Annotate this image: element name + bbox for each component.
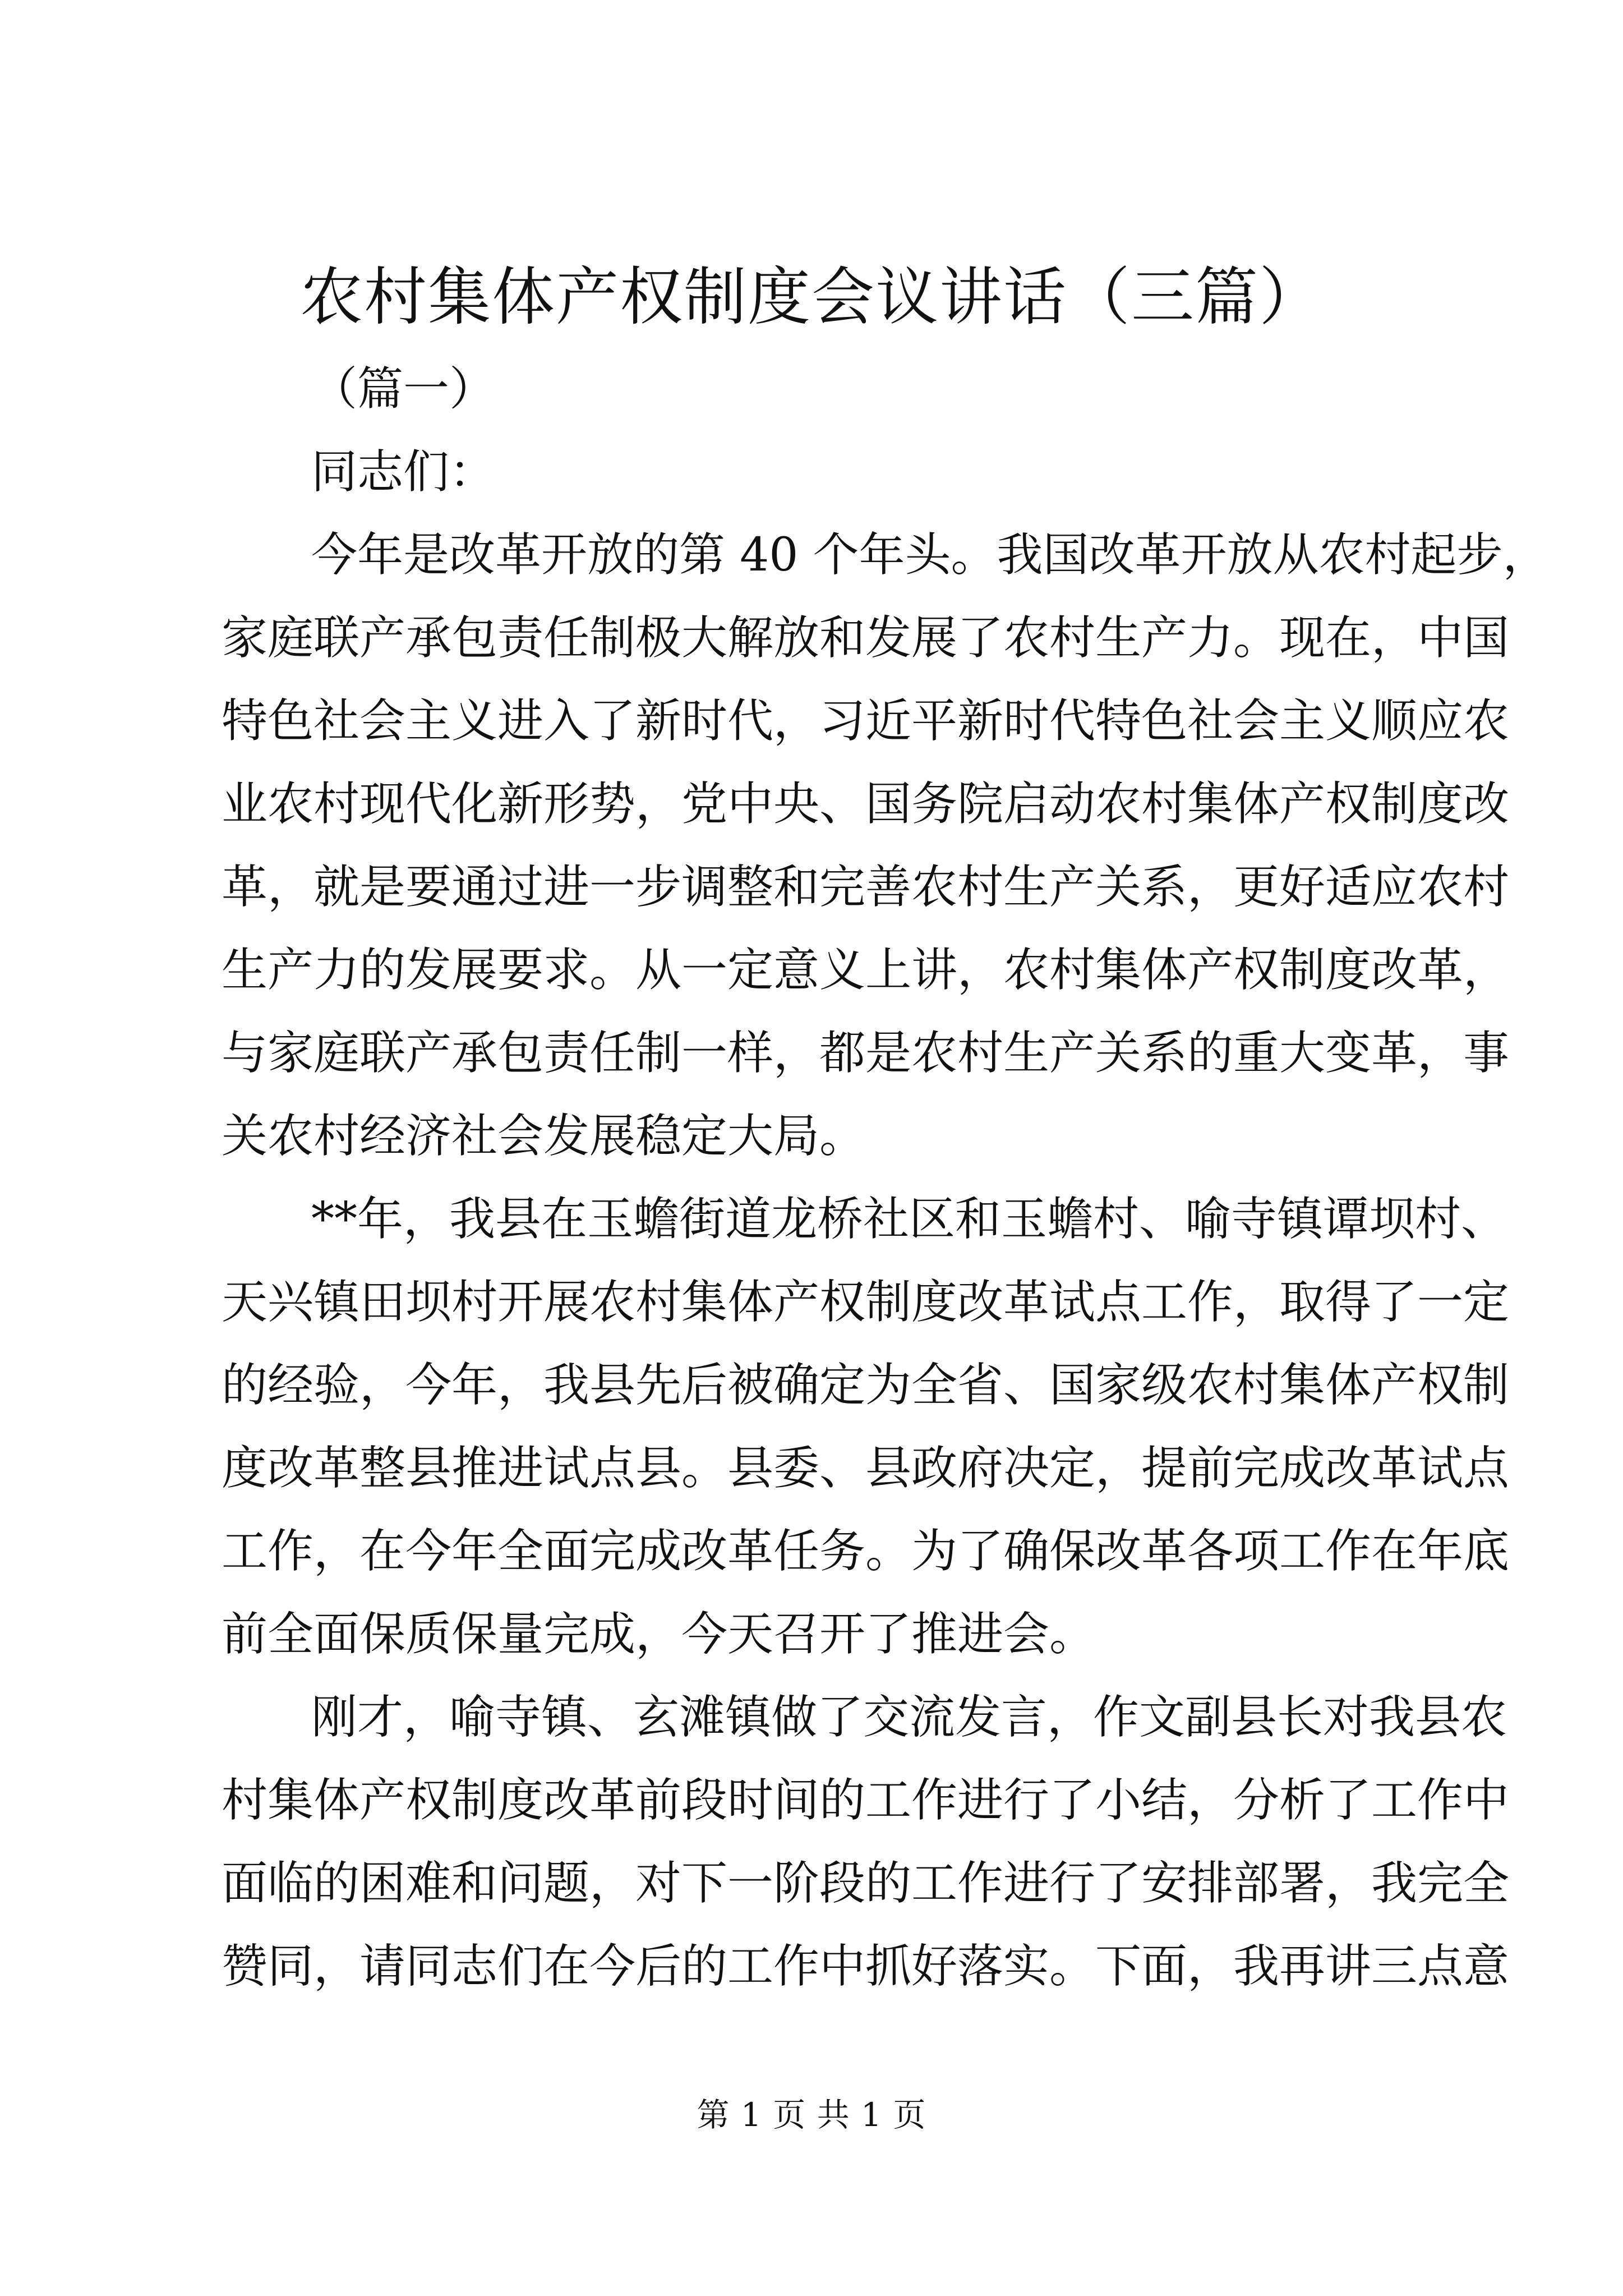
paragraph-line: 的经验，今年，我县先后被确定为全省、国家级农村集体产权制	[222, 1359, 1510, 1412]
paragraph-line: 特色社会主义进入了新时代，习近平新时代特色社会主义顺应农	[222, 694, 1510, 748]
document-title: 农村集体产权制度会议讲话（三篇）	[300, 261, 1323, 334]
paragraph-line: 工作，在今年全面完成改革任务。为了确保改革各项工作在年底	[222, 1525, 1510, 1578]
paragraph-line: 面临的困难和问题，对下一阶段的工作进行了安排部署，我完全	[222, 1857, 1510, 1910]
paragraph-line: 天兴镇田坝村开展农村集体产权制度改革试点工作，取得了一定	[222, 1276, 1510, 1329]
document-body	[222, 348, 1549, 2008]
paragraph-line: 赞同，请同志们在今后的工作中抓好落实。下面，我再讲三点意	[222, 1940, 1510, 1993]
paragraph-line: 业农村现代化新形势，党中央、国务院启动农村集体产权制度改	[222, 777, 1510, 831]
paragraph-line: 村集体产权制度改革前段时间的工作进行了小结，分析了工作中	[222, 1774, 1510, 1827]
paragraph-line: 前全面保质保量完成，今天召开了推进会。	[222, 1608, 1096, 1661]
paragraph-line: 家庭联产承包责任制极大解放和发展了农村生产力。现在，中国	[222, 611, 1510, 665]
paragraph-line: 生产力的发展要求。从一定意义上讲，农村集体产权制度改革，	[222, 944, 1510, 997]
paragraph-line: **年，我县在玉蟾街道龙桥社区和玉蟾村、喻寺镇谭坝村、	[311, 1193, 1507, 1246]
paragraph-line: 度改革整县推进试点县。县委、县政府决定，提前完成改革试点	[222, 1442, 1510, 1495]
paragraph-line: 关农村经济社会发展稳定大局。	[222, 1110, 866, 1163]
salutation: 同志们：	[311, 445, 496, 499]
section-label: （篇一）	[311, 362, 496, 416]
paragraph-line: 今年是改革开放的第 40 个年头。我国改革开放从农村起步，	[311, 528, 1549, 582]
paragraph-line: 刚才，喻寺镇、玄滩镇做了交流发言，作文副县长对我县农	[311, 1691, 1507, 1744]
paragraph-line: 革，就是要通过进一步调整和完善农村生产关系，更好适应农村	[222, 861, 1510, 914]
page-footer: 第 1 页 共 1 页	[697, 2096, 926, 2134]
paragraph-1	[222, 514, 1549, 1178]
paragraph-line: 与家庭联产承包责任制一样，都是农村生产关系的重大变革，事	[222, 1027, 1510, 1080]
paragraph-2	[222, 1178, 1510, 1676]
paragraph-3	[222, 1676, 1510, 2008]
